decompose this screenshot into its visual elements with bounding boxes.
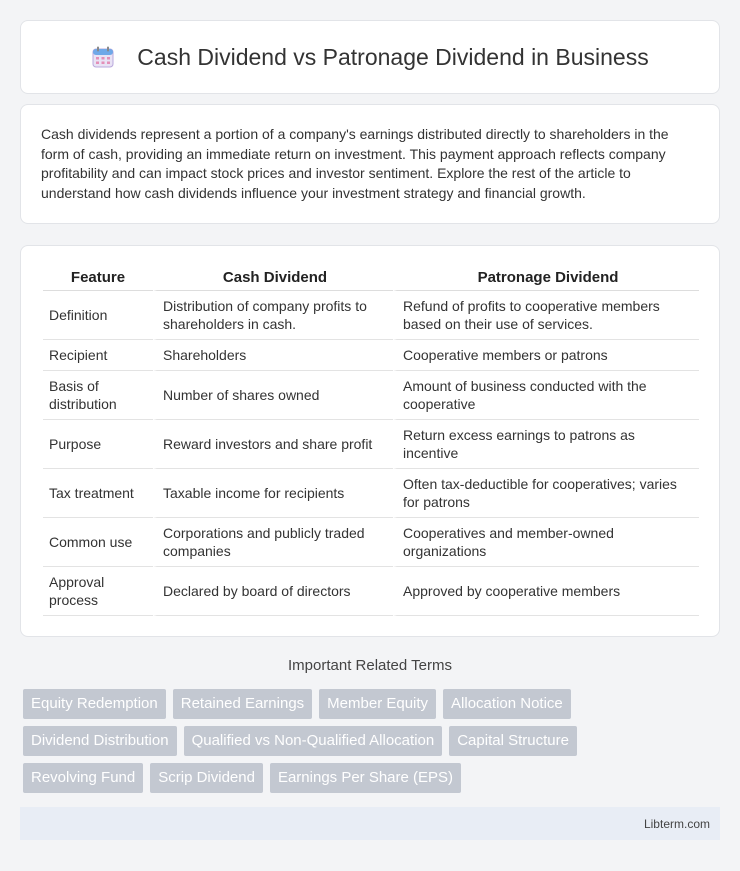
intro-text: Cash dividends represent a portion of a company's earnings distributed directly to shareholders in the form of cash, providing an immediate return on investment. This payment approach reflects company profitability and can impact stock prices and investor sentiment. Explore the rest of the article to understand how cash dividends influence your investment strategy and financial growth.: [41, 126, 669, 201]
table-row: [43, 340, 699, 371]
table-row: [43, 420, 699, 469]
cash-cell: Distribution of company profits to shareholders in cash.: [153, 291, 393, 340]
page-title: Cash Dividend vs Patronage Dividend in Business: [137, 43, 649, 70]
feature-cell: Common use: [43, 518, 153, 567]
header-patronage-dividend: Patronage Dividend: [393, 264, 699, 291]
feature-cell: Approval process: [43, 567, 153, 616]
tag-earnings-per-share[interactable]: Earnings Per Share (EPS): [270, 763, 461, 793]
tag-capital-structure[interactable]: Capital Structure: [449, 726, 577, 756]
tag-qualified-allocation[interactable]: Qualified vs Non-Qualified Allocation: [184, 726, 443, 756]
table-row: [43, 567, 699, 616]
patronage-cell: Cooperative members or patrons: [393, 340, 699, 371]
tag-row: [23, 763, 723, 793]
cash-cell: Corporations and publicly traded companies: [153, 518, 393, 567]
patronage-cell: Return excess earnings to patrons as incentive: [393, 420, 699, 469]
table-row: [43, 518, 699, 567]
cash-cell: Number of shares owned: [153, 371, 393, 420]
comparison-card: [20, 245, 720, 637]
cash-cell: Declared by board of directors: [153, 567, 393, 616]
tag-revolving-fund[interactable]: Revolving Fund: [23, 763, 143, 793]
table-row: [43, 469, 699, 518]
cash-cell: Taxable income for recipients: [153, 469, 393, 518]
tag-member-equity[interactable]: Member Equity: [319, 689, 436, 719]
cash-cell: Reward investors and share profit: [153, 420, 393, 469]
footer: [20, 807, 720, 840]
feature-cell: Tax treatment: [43, 469, 153, 518]
intro-card: [20, 104, 720, 224]
feature-cell: Purpose: [43, 420, 153, 469]
feature-cell: Basis of distribution: [43, 371, 153, 420]
header-cash-dividend: Cash Dividend: [153, 264, 393, 291]
tag-row: [23, 689, 723, 719]
related-terms-title: Important Related Terms: [288, 657, 452, 674]
header-feature: Feature: [43, 264, 153, 291]
header-card: [20, 20, 720, 94]
cash-cell: Shareholders: [153, 340, 393, 371]
feature-cell: Definition: [43, 291, 153, 340]
tag-dividend-distribution[interactable]: Dividend Distribution: [23, 726, 177, 756]
patronage-cell: Often tax-deductible for cooperatives; varies for patrons: [393, 469, 699, 518]
tag-row: [23, 726, 723, 756]
tag-retained-earnings[interactable]: Retained Earnings: [173, 689, 312, 719]
tag-equity-redemption[interactable]: Equity Redemption: [23, 689, 166, 719]
feature-cell: Recipient: [43, 340, 153, 371]
footer-site-link[interactable]: Libterm.com: [643, 816, 710, 831]
table-header-row: [43, 264, 699, 291]
patronage-cell: Amount of business conducted with the cooperative: [393, 371, 699, 420]
patronage-cell: Refund of profits to cooperative members based on their use of services.: [393, 291, 699, 340]
table-row: [43, 371, 699, 420]
calendar-icon: [91, 45, 115, 69]
table-row: [43, 291, 699, 340]
comparison-table: [43, 264, 699, 616]
related-terms: [23, 689, 723, 800]
patronage-cell: Cooperatives and member-owned organizations: [393, 518, 699, 567]
tag-allocation-notice[interactable]: Allocation Notice: [443, 689, 571, 719]
patronage-cell: Approved by cooperative members: [393, 567, 699, 616]
tag-scrip-dividend[interactable]: Scrip Dividend: [150, 763, 263, 793]
